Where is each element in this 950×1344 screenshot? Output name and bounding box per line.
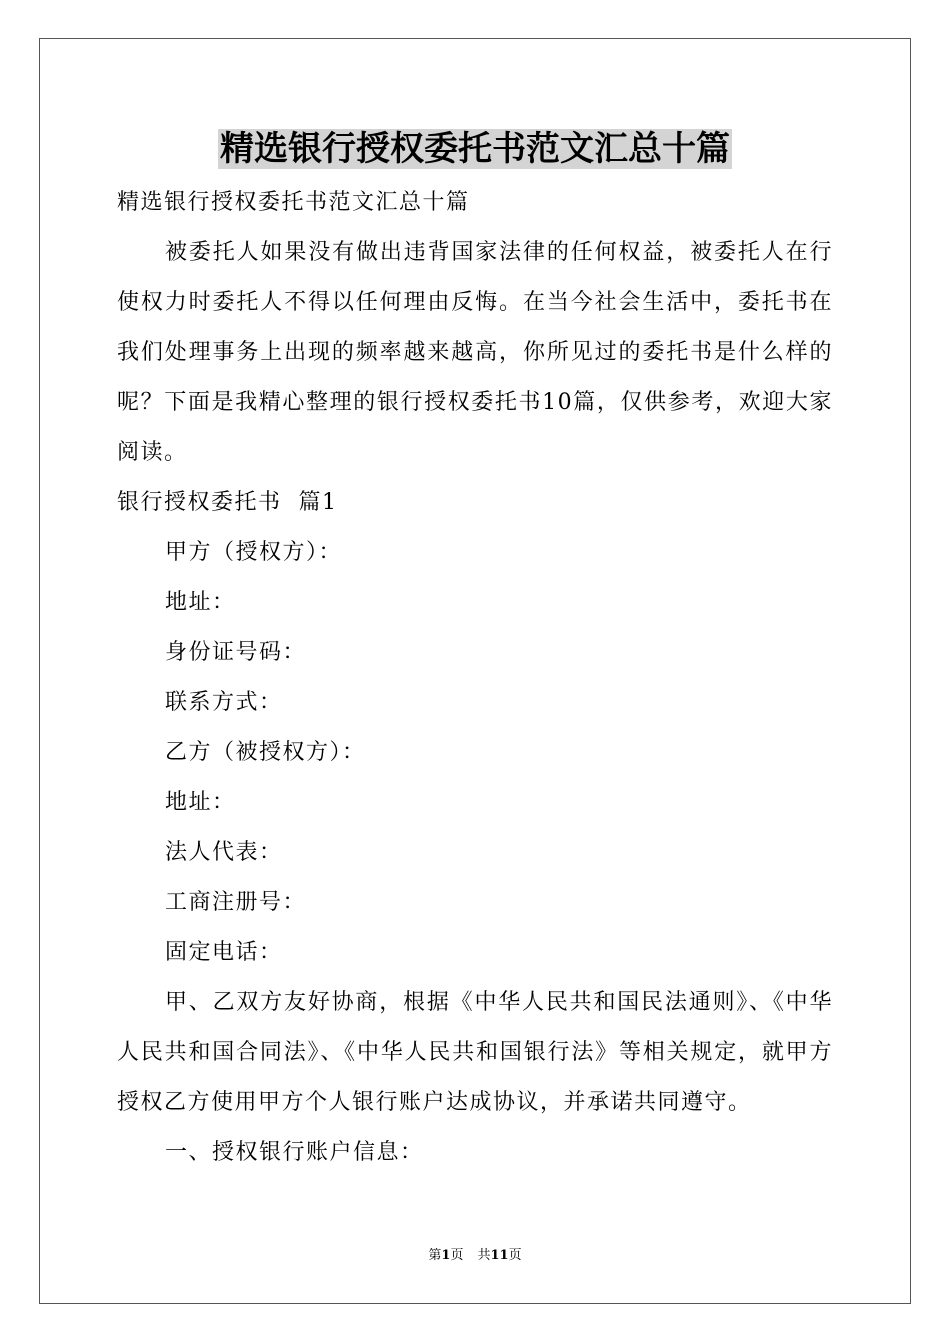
document-body xyxy=(117,178,833,1178)
field-business-reg: 工商注册号： xyxy=(165,890,307,915)
field-address-b: 地址： xyxy=(165,790,236,815)
footer-total-prefix: 共 xyxy=(477,1248,491,1263)
document-subtitle: 精选银行授权委托书范文汇总十篇 xyxy=(117,190,470,215)
clause-1-heading: 一、授权银行账户信息： xyxy=(165,1140,424,1165)
footer-total-suffix: 页 xyxy=(508,1248,522,1263)
intro-paragraph: 被委托人如果没有做出违背国家法律的任何权益，被委托人在行使权力时委托人不得以任何理由反悔。在当今社会生活中，委托书在我们处理事务上出现的频率越来越高，你所见过的委托书是什么样的呢？下面是我精心整理的银行授权委托书10篇，仅供参考，欢迎大家阅读。 xyxy=(117,240,833,465)
field-contact: 联系方式： xyxy=(165,690,283,715)
field-address-a: 地址： xyxy=(165,590,236,615)
field-party-b: 乙方（被授权方）： xyxy=(165,740,366,765)
footer-prefix: 第 xyxy=(428,1248,442,1263)
section-heading: 银行授权委托书 篇1 xyxy=(117,490,338,515)
document-title xyxy=(0,126,950,172)
footer-page-number: 1 xyxy=(441,1248,451,1263)
footer-page-suffix: 页 xyxy=(450,1248,464,1263)
field-phone: 固定电话： xyxy=(165,940,283,965)
agreement-paragraph: 甲、乙双方友好协商，根据《中华人民共和国民法通则》、《中华人民共和国合同法》、《中华人民共和国银行法》等相关规定，就甲方授权乙方使用甲方个人银行账户达成协议，并承诺共同遵守。 xyxy=(117,990,833,1115)
footer-total-pages: 11 xyxy=(490,1248,509,1263)
field-id-number: 身份证号码： xyxy=(165,640,307,665)
field-legal-rep: 法人代表： xyxy=(165,840,283,865)
page-footer xyxy=(0,1247,950,1265)
title-highlight: 精选银行授权委托书范文汇总十篇 xyxy=(220,129,730,169)
field-party-a: 甲方（授权方）： xyxy=(165,540,343,565)
